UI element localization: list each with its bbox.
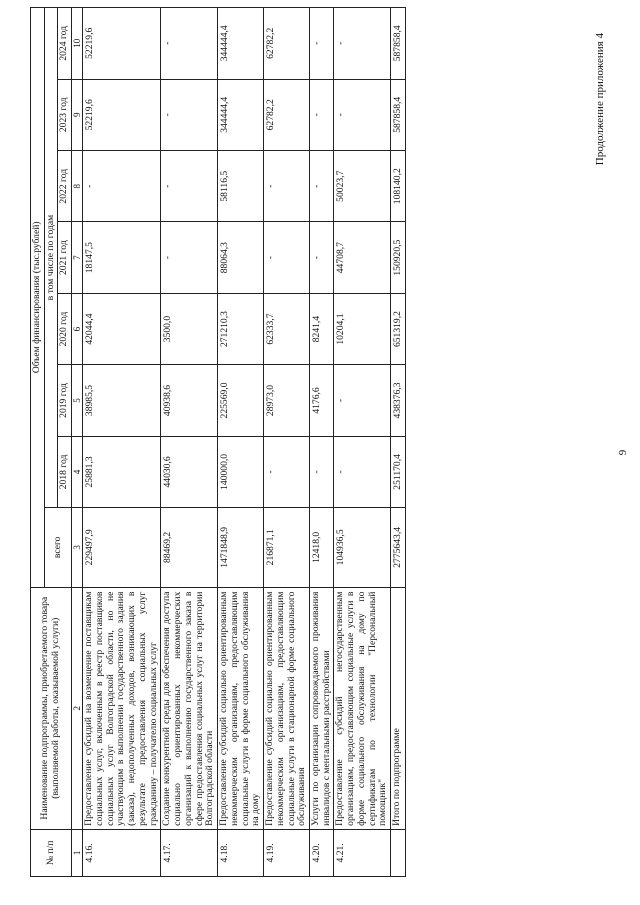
header-total: всего bbox=[44, 508, 71, 587]
column-index: 8 bbox=[72, 151, 83, 222]
header-year: 2023 год bbox=[58, 79, 72, 150]
row-year-value: 438376,3 bbox=[391, 365, 406, 436]
header-number: № п/п bbox=[31, 829, 72, 876]
row-year-value: - bbox=[309, 8, 333, 80]
header-year: 2018 год bbox=[58, 436, 72, 507]
row-year-value: 52219,6 bbox=[83, 79, 161, 150]
table-row bbox=[309, 8, 333, 877]
table-row bbox=[264, 8, 310, 877]
row-number: 4.18. bbox=[218, 829, 264, 876]
row-year-value: 344444,4 bbox=[218, 79, 264, 150]
row-year-value: 10204,1 bbox=[334, 293, 391, 364]
row-name: Предоставление субсидий на возмещение поставщикам социальных услуг, включенным в реестр поставщиков социальных услуг Волгоградской области, но не участвующим в выполнении государственного задания (заказа), недополученных доходов, возникающих в результате предоставления социальных услуг гражданину – получателю социальных услуг bbox=[83, 587, 161, 829]
row-name: Предоставление субсидий негосударственным организациям, предоставляющим социальные услуги в форме социального обслуживания на дому по сертификатам по технологии "Персональный помощник" bbox=[334, 587, 391, 829]
header-year: 2024 год bbox=[58, 8, 72, 80]
row-year-value: 38985,5 bbox=[83, 365, 161, 436]
row-total-value: 12418,0 bbox=[309, 508, 333, 587]
row-number: 4.17. bbox=[161, 829, 218, 876]
row-year-value: 4176,6 bbox=[309, 365, 333, 436]
row-name: Создание конкурентной среды для обеспечения доступа социально ориентированных некоммерческих организаций к выполнению государственного заказа в сфере предоставления социальных услуг на территории Волгоградской области bbox=[161, 587, 218, 829]
column-index: 5 bbox=[72, 365, 83, 436]
table-body bbox=[83, 8, 406, 877]
row-name: Услуги по организации сопровождаемого проживания инвалидов с ментальными расстройствами bbox=[309, 587, 333, 829]
row-year-value: 344444,4 bbox=[218, 8, 264, 80]
header-name: Наименование подпрограммы, приобретаемого товара (выполняемой работы, оказываемой услуги) bbox=[31, 587, 72, 829]
row-year-value: 25881,3 bbox=[83, 436, 161, 507]
row-year-value: 44030,6 bbox=[161, 436, 218, 507]
page-number: 9 bbox=[617, 449, 629, 456]
table-row bbox=[218, 8, 264, 877]
header-year: 2019 год bbox=[58, 365, 72, 436]
continuation-label: Продолжение приложения 4 bbox=[594, 33, 606, 166]
row-year-value: - bbox=[161, 151, 218, 222]
row-year-value: - bbox=[264, 222, 310, 293]
row-number: 4.21. bbox=[334, 829, 391, 876]
row-year-value: - bbox=[264, 436, 310, 507]
row-year-value: 651319,2 bbox=[391, 293, 406, 364]
column-index: 1 bbox=[72, 829, 83, 876]
row-year-value: 271210,3 bbox=[218, 293, 264, 364]
row-year-value: 58116,5 bbox=[218, 151, 264, 222]
row-year-value: - bbox=[334, 79, 391, 150]
row-year-value: 44708,7 bbox=[334, 222, 391, 293]
financing-table bbox=[30, 7, 406, 877]
row-year-value: - bbox=[334, 8, 391, 80]
row-year-value: 62782,2 bbox=[264, 79, 310, 150]
row-year-value: - bbox=[309, 436, 333, 507]
row-year-value: 52219,6 bbox=[83, 8, 161, 80]
row-number: 4.19. bbox=[264, 829, 310, 876]
row-total-value: 216871,1 bbox=[264, 508, 310, 587]
column-index-row bbox=[72, 8, 83, 877]
row-number: 4.16. bbox=[83, 829, 161, 876]
header-financing: Объем финансирования (тыс.рублей) bbox=[31, 8, 45, 588]
row-number: 4.20. bbox=[309, 829, 333, 876]
table-row bbox=[83, 8, 161, 877]
row-total-value: 229497,9 bbox=[83, 508, 161, 587]
row-year-value: 587858,4 bbox=[391, 8, 406, 80]
row-year-value: 42044,4 bbox=[83, 293, 161, 364]
row-year-value: 40938,6 bbox=[161, 365, 218, 436]
table-row bbox=[334, 8, 391, 877]
row-year-value: - bbox=[309, 151, 333, 222]
row-total-value: 88469,2 bbox=[161, 508, 218, 587]
row-year-value: 18147,5 bbox=[83, 222, 161, 293]
row-year-value: 8241,4 bbox=[309, 293, 333, 364]
row-total-value: 2775643,4 bbox=[391, 508, 406, 587]
table-row bbox=[391, 8, 406, 877]
row-year-value: 140000,0 bbox=[218, 436, 264, 507]
column-index: 3 bbox=[72, 508, 83, 587]
header-year: 2022 год bbox=[58, 151, 72, 222]
row-number bbox=[391, 829, 406, 876]
row-year-value: 251170,4 bbox=[391, 436, 406, 507]
row-name: Предоставление субсидий социально ориентированным некоммерческим организациям, предоставляющим социальные услуги в форме социального обслуживания на дому bbox=[218, 587, 264, 829]
header-by-years: в том числе по годам bbox=[44, 8, 58, 508]
row-year-value: - bbox=[161, 79, 218, 150]
table-row bbox=[161, 8, 218, 877]
row-year-value: 587858,4 bbox=[391, 79, 406, 150]
column-index: 4 bbox=[72, 436, 83, 507]
row-year-value: - bbox=[334, 365, 391, 436]
row-total-value: 104936,5 bbox=[334, 508, 391, 587]
row-year-value: - bbox=[309, 222, 333, 293]
column-index: 2 bbox=[72, 587, 83, 829]
row-year-value: 150920,5 bbox=[391, 222, 406, 293]
row-year-value: 225569,0 bbox=[218, 365, 264, 436]
row-total-value: 1471848,9 bbox=[218, 508, 264, 587]
row-year-value: - bbox=[264, 151, 310, 222]
row-year-value: 108140,2 bbox=[391, 151, 406, 222]
row-year-value: - bbox=[334, 436, 391, 507]
column-index: 9 bbox=[72, 79, 83, 150]
row-year-value: - bbox=[309, 79, 333, 150]
column-index: 10 bbox=[72, 8, 83, 80]
header-year: 2021 год bbox=[58, 222, 72, 293]
row-year-value: 50023,7 bbox=[334, 151, 391, 222]
table-header bbox=[31, 8, 83, 877]
row-year-value: 88064,3 bbox=[218, 222, 264, 293]
row-year-value: - bbox=[161, 222, 218, 293]
row-name: Предоставление субсидий социально ориентированным некоммерческим организациям, предоставляющим социальные услуги в стационарной форме социального обслуживания bbox=[264, 587, 310, 829]
row-year-value: 3500,0 bbox=[161, 293, 218, 364]
header-year: 2020 год bbox=[58, 293, 72, 364]
row-year-value: 28973,0 bbox=[264, 365, 310, 436]
row-year-value: - bbox=[161, 8, 218, 80]
row-year-value: 62782,2 bbox=[264, 8, 310, 80]
row-name: Итого по подпрограмме bbox=[391, 587, 406, 829]
row-year-value: - bbox=[83, 151, 161, 222]
row-year-value: 62333,7 bbox=[264, 293, 310, 364]
column-index: 6 bbox=[72, 293, 83, 364]
column-index: 7 bbox=[72, 222, 83, 293]
